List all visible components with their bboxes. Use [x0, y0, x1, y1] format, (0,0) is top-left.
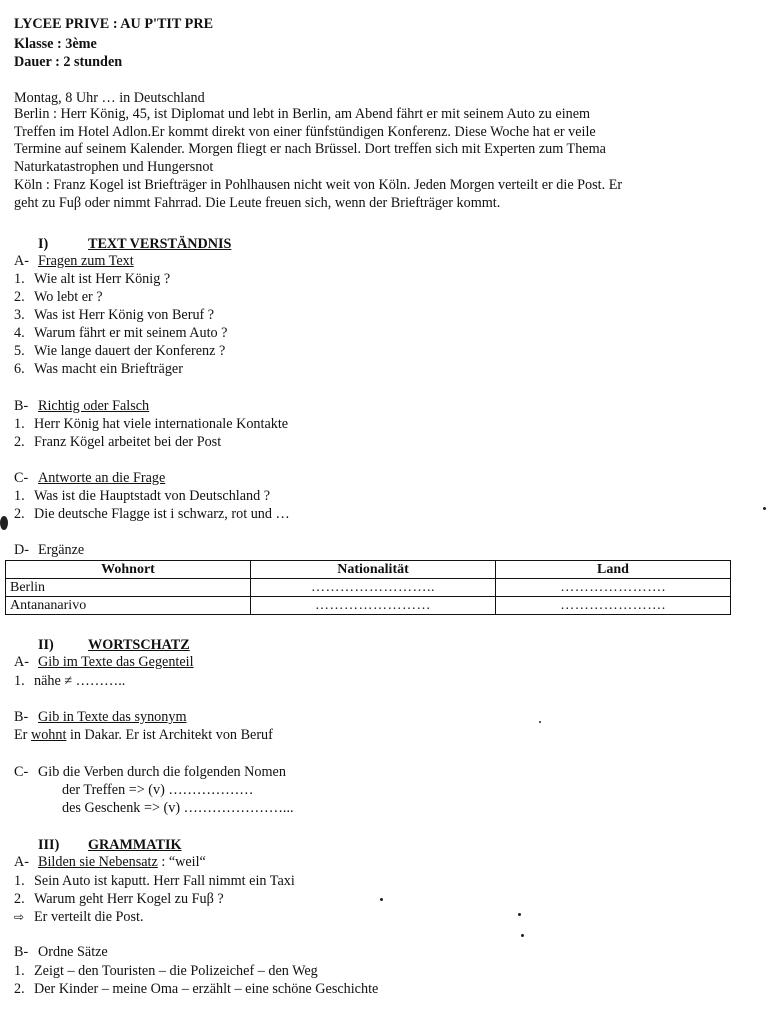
- list-item: 1. Herr König hat viele internationale Kontakte: [14, 416, 289, 432]
- section-title: GRAMMATIK: [88, 837, 182, 853]
- scan-speck: [518, 913, 521, 916]
- section-number: I): [38, 236, 49, 252]
- paragraph-line: Treffen im Hotel Adlon.Er kommt direkt von einer fünfstündigen Konferenz. Diese Woche hat er veile: [14, 123, 596, 140]
- subsection-title: Ergänze: [38, 542, 85, 558]
- list-item: 2. Wo lebt er ?: [14, 289, 103, 305]
- fill-in-table: [5, 560, 731, 615]
- subsection-3a: [14, 854, 206, 871]
- subsection-label: A-: [14, 654, 29, 670]
- table-header-row: [6, 561, 731, 579]
- berlin-paragraph: [14, 106, 756, 176]
- subsection-title: Gib die Verben durch die folgenden Nomen: [38, 764, 286, 780]
- subsection-1d: [14, 542, 84, 559]
- subsection-title: Gib in Texte das synonym: [38, 709, 187, 725]
- subsection-2c: [14, 764, 286, 781]
- subsection-label: B-: [14, 709, 29, 725]
- subsection-label: C-: [14, 470, 29, 486]
- subsection-title: Ordne Sätze: [38, 944, 108, 960]
- subsection-title-suffix: : “weil“: [157, 854, 206, 870]
- answer-blank[interactable]: ……………………: [251, 597, 496, 615]
- scan-speck: [763, 507, 766, 510]
- section-title: WORTSCHATZ: [88, 637, 190, 653]
- subsection-title: Richtig oder Falsch: [38, 398, 150, 414]
- scan-speck: [380, 898, 383, 901]
- table-row: [6, 579, 731, 597]
- section-1-heading: [38, 235, 231, 253]
- table-cell: Berlin: [6, 579, 251, 597]
- class-label: Klasse : 3ème: [14, 36, 97, 52]
- section-number: III): [38, 837, 60, 853]
- column-header: Nationalität: [251, 561, 496, 579]
- answer-blank[interactable]: ……………………..: [251, 579, 496, 597]
- subsection-2b: [14, 709, 187, 726]
- list-item: 1. Sein Auto ist kaputt. Herr Fall nimmt ein Taxi: [14, 873, 295, 889]
- list-item: 2. Franz Kögel arbeitet bei der Post: [14, 434, 222, 450]
- list-item: 2. Der Kinder – meine Oma – erzählt – eine schöne Geschichte: [14, 981, 379, 997]
- list-item: 4. Warum fährt er mit seinem Auto ?: [14, 325, 228, 341]
- paragraph-line: geht zu Fuβ oder nimmt Fahrrad. Die Leute freuen sich, wenn der Briefträger kommt.: [14, 194, 501, 211]
- table-row: [6, 597, 731, 615]
- example-item: ⇨ Er verteilt die Post.: [14, 909, 144, 925]
- verb-line: der Treffen => (v) ………………: [62, 782, 254, 798]
- subsection-title: Gib im Texte das Gegenteil: [38, 654, 194, 670]
- question-list-2a: [14, 672, 125, 690]
- subsection-label: D-: [14, 542, 29, 558]
- list-item: 3. Was ist Herr König von Beruf ?: [14, 307, 215, 323]
- paragraph-line: Termine auf seinem Kalender. Morgen fliegt er nach Brüssel. Dort treffen sich mit Experten zum Thema: [14, 141, 606, 158]
- list-item: 1. Zeigt – den Touristen – die Polizeichef – den Weg: [14, 963, 318, 979]
- scan-speck: [539, 721, 541, 723]
- subsection-label: B-: [14, 944, 29, 960]
- duration-label: Dauer : 2 stunden: [14, 54, 123, 70]
- list-item: 6. Was macht ein Briefträger: [14, 361, 183, 377]
- school-name: LYCEE PRIVE : AU P'TIT PRE: [14, 16, 214, 32]
- section-2-heading: [38, 636, 190, 654]
- list-item: 1. Wie alt ist Herr König ?: [14, 271, 171, 287]
- table-cell: Antananarivo: [6, 597, 251, 615]
- verb-line: des Geschenk => (v) …………………...: [62, 800, 294, 816]
- subsection-title: Bilden sie Nebensatz: [38, 854, 158, 870]
- subsection-label: C-: [14, 764, 29, 780]
- subsection-label: B-: [14, 398, 29, 414]
- list-item: 2. Die deutsche Flagge ist i schwarz, rot und …: [14, 506, 290, 522]
- target-word: wohnt: [30, 727, 67, 743]
- list-item: 5. Wie lange dauert der Konferenz ?: [14, 343, 226, 359]
- scan-speck: [521, 934, 524, 937]
- subsection-1a: [14, 253, 134, 270]
- subsection-1c: [14, 470, 165, 487]
- section-number: II): [38, 637, 54, 653]
- paragraph-line: Naturkatastrophen und Hungersnot: [14, 158, 214, 175]
- subsection-title: Antworte an die Frage: [38, 470, 166, 486]
- section-3-heading: [38, 836, 182, 854]
- synonym-sentence: Er wohnt in Dakar. Er ist Architekt von Beruf: [14, 727, 273, 743]
- subsection-3b: [14, 944, 108, 961]
- answer-blank[interactable]: ………………….: [496, 579, 731, 597]
- answer-blank[interactable]: ………………….: [496, 597, 731, 615]
- arrow-icon: ⇨: [14, 910, 25, 924]
- paragraph-line: Berlin : Herr König, 45, ist Diplomat und lebt in Berlin, am Abend fährt er mit seinem Auto zu einem: [14, 106, 591, 122]
- section-title: TEXT VERSTÄNDNIS: [88, 236, 232, 252]
- subsection-label: A-: [14, 253, 29, 269]
- koln-paragraph: [14, 177, 756, 212]
- subsection-label: A-: [14, 854, 29, 870]
- question-list-1a: [14, 270, 227, 378]
- subsection-1b: [14, 398, 149, 415]
- question-list-3a: [14, 872, 295, 926]
- paragraph-line: Köln : Franz Kogel ist Briefträger in Pohlhausen nicht weit von Köln. Jeden Morgen verteilt er die Post. Er: [14, 177, 623, 193]
- column-header: Land: [496, 561, 731, 579]
- list-item: 1. nähe ≠ ………..: [14, 673, 126, 689]
- column-header: Wohnort: [6, 561, 251, 579]
- list-item: 2. Warum geht Herr Kogel zu Fuβ ?: [14, 891, 224, 907]
- intro-heading: Montag, 8 Uhr … in Deutschland: [14, 90, 205, 106]
- question-list-3b: [14, 962, 378, 998]
- scan-speck: [0, 516, 8, 530]
- subsection-title: Fragen zum Text: [38, 253, 134, 269]
- question-list-1b: [14, 415, 288, 451]
- subsection-2a: [14, 654, 194, 671]
- question-list-1c: [14, 487, 290, 523]
- list-item: 1. Was ist die Hauptstadt von Deutschland ?: [14, 488, 271, 504]
